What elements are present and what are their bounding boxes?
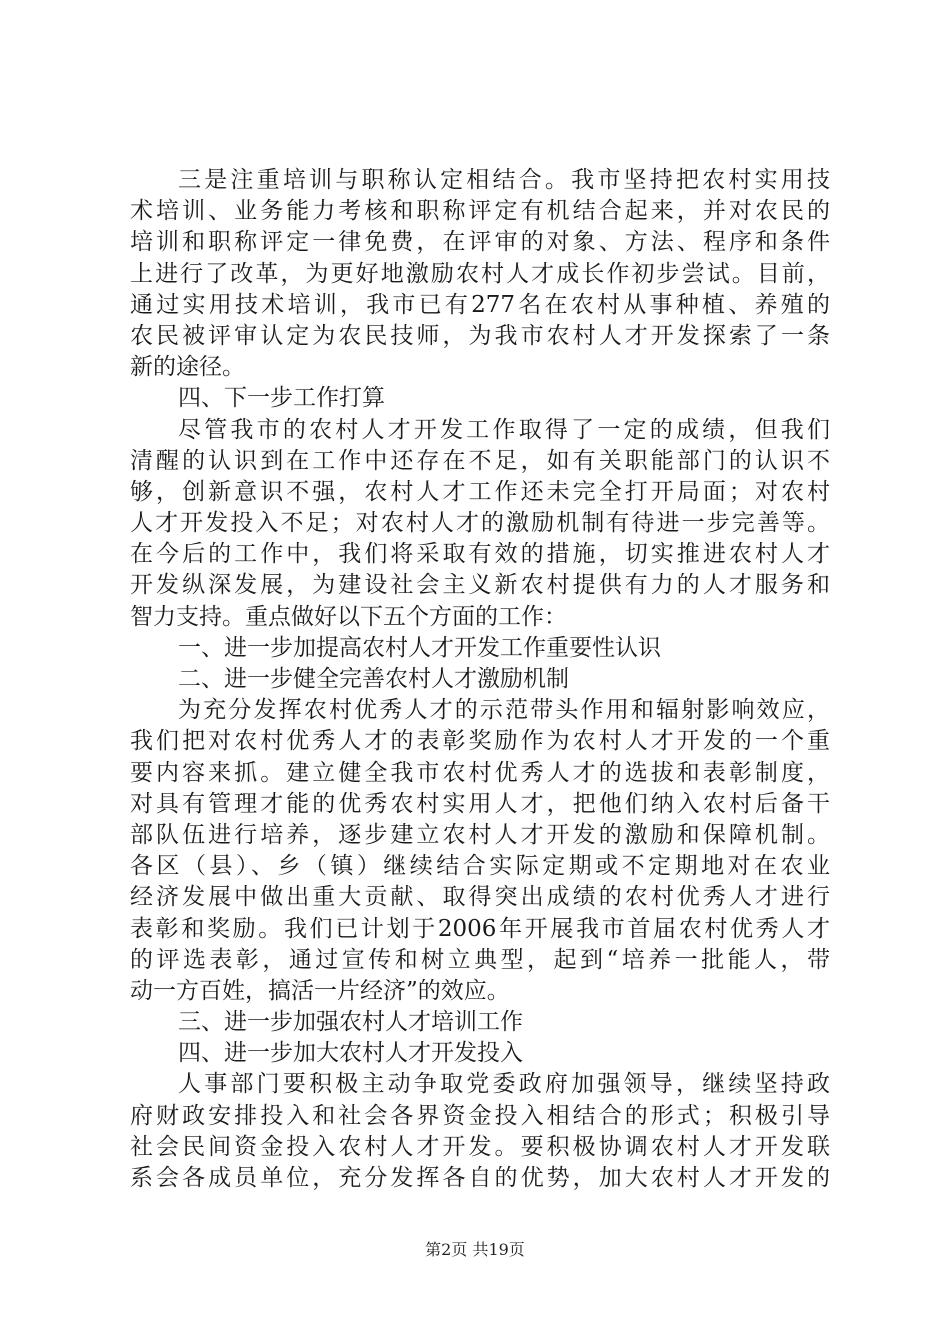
paragraph-line: 社会民间资金投入农村人才开发。要积极协调农村人才开发联 bbox=[130, 1133, 830, 1160]
paragraph-line: 部队伍进行培养，逐步建立农村人才开发的激励和保障机制。 bbox=[130, 821, 830, 848]
section-heading: 二、进一步健全完善农村人才激励机制 bbox=[178, 666, 569, 692]
paragraph-line: 表彰和奖励。我们已计划于2006年开展我市首届农村优秀人才 bbox=[130, 915, 830, 942]
paragraph-line: 术培训、业务能力考核和职称评定有机结合起来，并对农民的 bbox=[130, 198, 830, 225]
paragraph-line: 系会各成员单位，充分发挥各自的优势，加大农村人才开发的 bbox=[130, 1165, 830, 1191]
paragraph-line: 对具有管理才能的优秀农村实用人才，把他们纳入农村后备干 bbox=[130, 790, 830, 817]
paragraph-line: 够，创新意识不强，农村人才工作还未完全打开局面；对农村 bbox=[130, 478, 830, 505]
paragraph-line: 通过实用技术培训，我市已有277名在农村从事种植、养殖的 bbox=[130, 291, 830, 318]
section-heading: 三、进一步加强农村人才培训工作 bbox=[178, 1009, 523, 1036]
paragraph-line: 人才开发投入不足；对农村人才的激励机制有待进一步完善等。 bbox=[130, 510, 830, 537]
paragraph-line: 清醒的认识到在工作中还存在不足，如有关职能部门的认识不 bbox=[130, 447, 830, 474]
paragraph-line: 动一方百姓，搞活一片经济”的效应。 bbox=[130, 977, 510, 1004]
paragraph-line: 培训和职称评定一律免费，在评审的对象、方法、程序和条件 bbox=[130, 229, 830, 256]
paragraph-line: 三是注重培训与职称认定相结合。我市坚持把农村实用技 bbox=[178, 167, 830, 193]
paragraph-line: 为充分发挥农村优秀人才的示范带头作用和辐射影响效应， bbox=[178, 697, 830, 724]
paragraph-line: 上进行了改革，为更好地激励农村人才成长作初步尝试。目前， bbox=[130, 260, 830, 287]
paragraph-line: 新的途径。 bbox=[130, 354, 245, 381]
paragraph-line: 的评选表彰，通过宣传和树立典型，起到“培养一批能人，带 bbox=[130, 946, 830, 973]
page-number-footer: 第2页 共19页 bbox=[425, 1240, 525, 1259]
paragraph-line: 人事部门要积极主动争取党委政府加强领导，继续坚持政 bbox=[178, 1071, 830, 1098]
paragraph-line: 经济发展中做出重大贡献、取得突出成绩的农村优秀人才进行 bbox=[130, 884, 830, 911]
paragraph-line: 各区（县）、乡（镇）继续结合实际定期或不定期地对在农业 bbox=[130, 853, 830, 880]
paragraph-line: 农民被评审认定为农民技师，为我市农村人才开发探索了一条 bbox=[130, 322, 830, 349]
document-body bbox=[130, 165, 830, 1194]
section-heading: 一、进一步加提高农村人才开发工作重要性认识 bbox=[178, 634, 661, 661]
paragraph-line: 在今后的工作中，我们将采取有效的措施，切实推进农村人才 bbox=[130, 541, 830, 568]
paragraph-line: 尽管我市的农村人才开发工作取得了一定的成绩，但我们 bbox=[178, 416, 830, 443]
paragraph-line: 府财政安排投入和社会各界资金投入相结合的形式；积极引导 bbox=[130, 1102, 830, 1129]
paragraph-line: 我们把对农村优秀人才的表彰奖励作为农村人才开发的一个重 bbox=[130, 728, 830, 755]
section-heading: 四、进一步加大农村人才开发投入 bbox=[178, 1040, 523, 1067]
section-heading: 四、下一步工作打算 bbox=[178, 385, 385, 412]
paragraph-line: 智力支持。重点做好以下五个方面的工作： bbox=[130, 603, 567, 630]
paragraph-line: 要内容来抓。建立健全我市农村优秀人才的选拔和表彰制度， bbox=[130, 759, 830, 786]
paragraph-line: 开发纵深发展，为建设社会主义新农村提供有力的人才服务和 bbox=[130, 572, 830, 599]
